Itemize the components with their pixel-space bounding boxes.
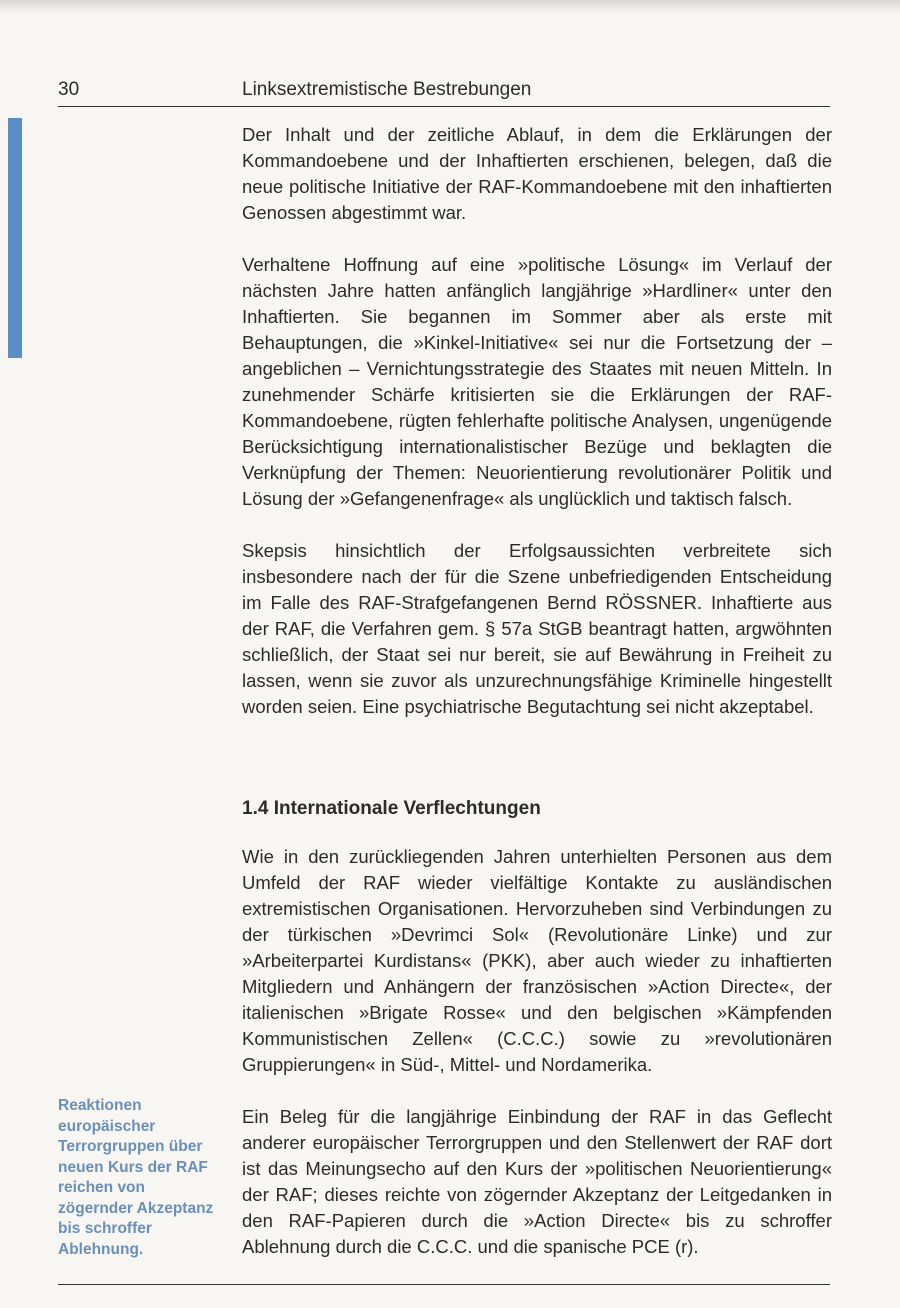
running-header	[58, 78, 830, 107]
paragraph-2: Verhaltene Hoffnung auf eine »politische Lösung« im Verlauf der nächsten Jahre hatten anfänglich langjährige »Hardliner« unter den Inhaftierten. Sie begannen im Sommer aber als erste mit Behauptungen, die »Kinkel-Initiative« sei nur die Fortsetzung der – angeblichen – Vernichtungsstrategie des Staates mit neuen Mitteln. In zunehmender Schärfe kritisierten sie die Erklärungen der RAF-Kommandoebene, rügten fehlerhafte politische Analysen, ungenügende Berücksichtigung internationalistischer Bezüge und beklagten die Verknüpfung der Themen: Neuorientierung revolutionärer Politik und Lösung der »Gefangenenfrage« als unglücklich und taktisch falsch.	[242, 254, 832, 509]
section-marker-bar	[8, 118, 22, 358]
page-number: 30	[58, 79, 80, 100]
section-heading: 1.4 Internationale Verflechtungen	[242, 798, 541, 819]
footer-rule	[58, 1284, 830, 1285]
running-header-title: Linksextremistische Bestrebungen	[242, 79, 532, 100]
paragraph-3: Skepsis hinsichtlich der Erfolgsaussichten verbreitete sich insbesondere nach der für die Szene unbefriedigenden Entscheidung im Falle des RAF-Strafgefangenen Bernd RÖSSNER. Inhaftierte aus der RAF, die Verfahren gem. § 57a StGB beantragt hatten, argwöhnten schließlich, der Staat sei nur bereit, sie auf Bewährung in Freiheit zu lassen, wenn sie zuvor als unzurechnungsfähige Kriminelle hingestellt worden seien. Eine psychiatrische Begutachtung sei nicht akzeptabel.	[242, 540, 832, 717]
paragraph-5: Ein Beleg für die langjährige Einbindung der RAF in das Geflecht anderer europäischer Terrorgruppen und den Stellenwert der RAF dort ist das Meinungsecho auf den Kurs der »politischen Neuorientierung« der RAF; dieses reichte von zögernder Akzeptanz der Leitgedanken in den RAF-Papieren durch die »Action Directe« bis zu schroffer Ablehnung durch die C.C.C. und die spanische PCE (r).	[242, 1106, 832, 1257]
paragraph-4: Wie in den zurückliegenden Jahren unterhielten Personen aus dem Umfeld der RAF wieder vielfältige Kontakte zu ausländischen extremistischen Organisationen. Hervorzuheben sind Verbindungen zu der türkischen »Devrimci Sol« (Revolutionäre Linke) und zur »Arbeiterpartei Kurdistans« (PKK), aber auch wieder zu inhaftierten Mitgliedern und Anhängern der französischen »Action Directe«, der italienischen »Brigate Rosse« und den belgischen »Kämpfenden Kommunistischen Zellen« (C.C.C.) sowie zu »revolutionären Gruppierungen« in Süd-, Mittel- und Nordamerika.	[242, 846, 832, 1075]
main-text-column	[242, 122, 832, 1260]
paragraph-1: Der Inhalt und der zeitliche Ablauf, in dem die Erklärungen der Kommandoebene und der Inhaftierten erschienen, belegen, daß die neue politische Initiative der RAF-Kommandoebene mit den inhaftierten Genossen abgestimmt war.	[242, 124, 832, 223]
margin-note: Reaktionen europäischer Terrorgruppen über neuen Kurs der RAF reichen von zögernder Akzeptanz bis schroffer Ablehnung.	[58, 1097, 214, 1258]
page-top-shadow	[0, 0, 900, 14]
